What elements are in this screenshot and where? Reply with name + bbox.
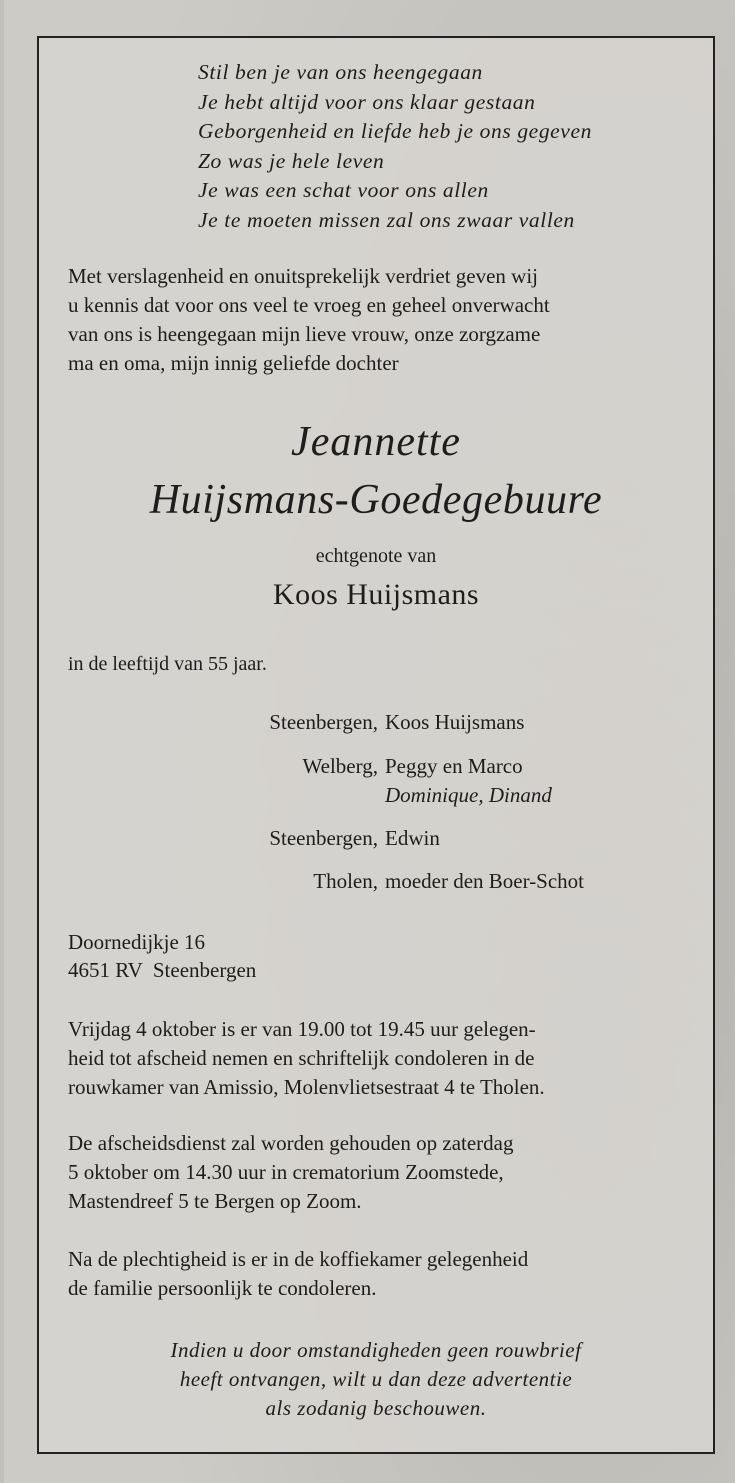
family-person: moeder den Boer-Schot bbox=[385, 869, 585, 893]
paragraph-line: ma en oma, mijn innig geliefde dochter bbox=[68, 351, 399, 375]
spouse-label: echtgenote van bbox=[315, 545, 437, 567]
closing-line: als zodanig beschouwen. bbox=[265, 1396, 487, 1420]
paragraph-line: De afscheidsdienst zal worden gehouden op zaterdag bbox=[68, 1131, 514, 1155]
poem-line: Je hebt altijd voor ons klaar gestaan bbox=[198, 89, 536, 114]
poem-line: Je was een schat voor ons allen bbox=[198, 178, 489, 203]
family-place: Tholen, bbox=[313, 869, 378, 893]
closing-notice bbox=[37, 1336, 715, 1423]
address-street: Doornedijkje 16 bbox=[68, 930, 206, 954]
service-paragraph bbox=[68, 1129, 690, 1216]
paragraph-line: u kennis dat voor ons veel te vroeg en geheel onverwacht bbox=[68, 293, 550, 317]
paragraph-line: 5 oktober om 14.30 uur in crematorium Zoomstede, bbox=[68, 1160, 504, 1184]
family-person: Koos Huijsmans bbox=[385, 710, 525, 734]
family-place: Welberg, bbox=[302, 754, 378, 778]
spouse-name: Koos Huijsmans bbox=[272, 578, 480, 611]
closing-line: Indien u door omstandigheden geen rouwbrief bbox=[170, 1338, 582, 1362]
poem bbox=[198, 58, 592, 236]
paragraph-line: de familie persoonlijk te condoleren. bbox=[68, 1276, 377, 1300]
paragraph-line: heid tot afscheid nemen en schriftelijk condoleren in de bbox=[68, 1046, 535, 1070]
paragraph-line: van ons is heengegaan mijn lieve vrouw, onze zorgzame bbox=[68, 322, 541, 346]
paragraph-line: Met verslagenheid en onuitsprekelijk verdriet geven wij bbox=[68, 264, 539, 288]
home-address bbox=[68, 928, 256, 984]
address-city: 4651 RV Steenbergen bbox=[68, 958, 257, 982]
age-statement: in de leeftijd van 55 jaar. bbox=[68, 653, 267, 675]
paragraph-line: Vrijdag 4 oktober is er van 19.00 tot 19.45 uur gelegen- bbox=[68, 1017, 536, 1041]
announcement-paragraph bbox=[68, 262, 690, 378]
family-person: Peggy en Marco bbox=[385, 754, 523, 778]
poem-line: Geborgenheid en liefde heb je ons gegeven bbox=[198, 119, 592, 144]
condolence-paragraph bbox=[68, 1245, 690, 1303]
family-place: Steenbergen, bbox=[269, 826, 378, 850]
paragraph-line: Na de plechtigheid is er in de koffiekamer gelegenheid bbox=[68, 1247, 529, 1271]
deceased-first-name: Jeannette bbox=[291, 419, 461, 465]
deceased-surname: Huijsmans-Goedegebuure bbox=[149, 477, 603, 523]
poem-line: Je te moeten missen zal ons zwaar vallen bbox=[198, 207, 575, 232]
poem-line: Zo was je hele leven bbox=[198, 148, 385, 173]
visitation-paragraph bbox=[68, 1015, 690, 1102]
family-grandchildren: Dominique, Dinand bbox=[385, 783, 552, 807]
closing-line: heeft ontvangen, wilt u dan deze advertentie bbox=[179, 1367, 573, 1391]
obituary-border bbox=[37, 36, 715, 1454]
family-person: Edwin bbox=[385, 826, 440, 850]
family-place: Steenbergen, bbox=[269, 710, 378, 734]
paragraph-line: Mastendreef 5 te Bergen op Zoom. bbox=[68, 1189, 362, 1213]
paragraph-line: rouwkamer van Amissio, Molenvlietsestraat 4 te Tholen. bbox=[68, 1075, 545, 1099]
poem-line: Stil ben je van ons heengegaan bbox=[198, 60, 483, 84]
